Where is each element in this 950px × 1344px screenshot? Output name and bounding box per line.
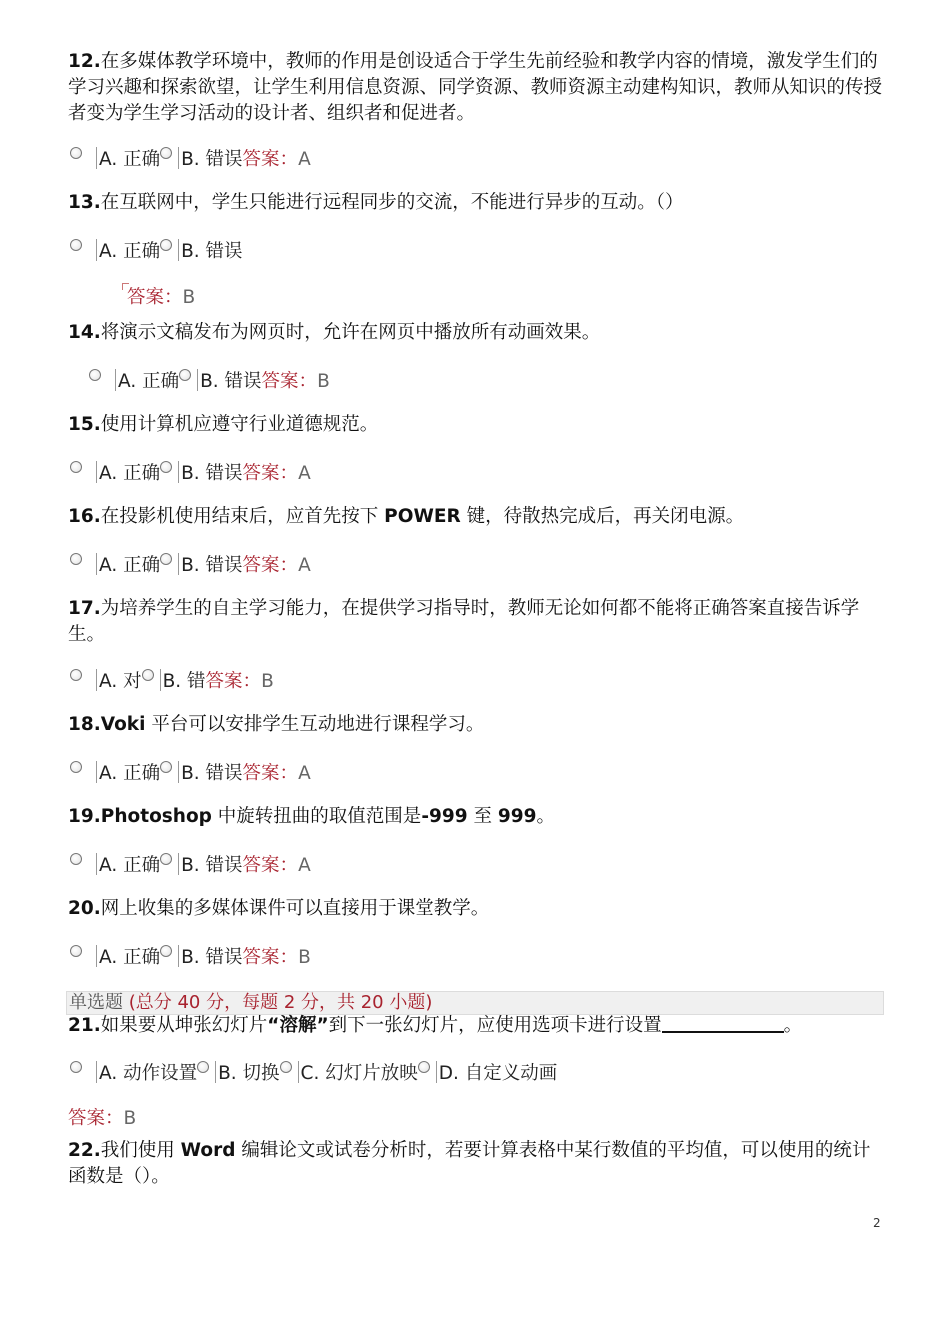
option-a-label: A. 动作设置 [99,1063,198,1084]
radio-b[interactable] [160,239,172,251]
option-b-label: B. 错误 [181,855,243,876]
answer-label: 答案： [205,671,262,692]
question-number: 16. [68,506,101,527]
option-b-label: B. 错误 [181,463,243,484]
radio-b[interactable] [160,853,172,865]
question-text: 将演示文稿发布为网页时，允许在网页中播放所有动画效果。 [100,322,601,343]
keyword: Word [180,1140,236,1161]
radio-b[interactable] [142,669,154,681]
radio-d[interactable] [418,1061,430,1073]
question-20 [68,896,888,922]
option-d-label: D. 自定义动画 [438,1063,558,1084]
radio-a[interactable] [70,945,82,957]
answer-value: A [298,555,311,576]
question-text: 为培养学生的自主学习能力，在提供学习指导时，教师无论如何都不能将正确答案直接告诉学生。 [68,598,860,645]
options-13 [70,238,243,266]
radio-a[interactable] [70,239,82,251]
option-b-label: B. 错 [162,671,206,692]
question-text: 如果要从坤张幻灯片 [100,1015,268,1036]
option-a-label: A. 正确 [99,763,161,784]
answer-value: A [298,463,311,484]
option-c-label: C. 幻灯片放映 [300,1063,418,1084]
question-18 [68,712,888,738]
option-a-label: A. 正确 [118,371,180,392]
answer-value: A [298,855,311,876]
answer-label: 答案： [242,149,299,170]
radio-c[interactable] [280,1061,292,1073]
radio-b[interactable] [160,945,172,957]
option-b-label: B. 错误 [181,241,243,262]
radio-a[interactable] [70,853,82,865]
answer-value: A [298,149,311,170]
option-a-label: A. 对 [99,671,142,692]
question-14 [68,320,888,346]
radio-a[interactable] [70,147,82,159]
option-a-label: A. 正确 [99,555,161,576]
answer-label: 答案： [127,287,183,308]
question-text: 到下一张幻灯片，应使用选项卡进行设置 [328,1015,662,1036]
question-15 [68,412,888,438]
question-number: 21. [68,1015,101,1036]
keyword: Voki [100,714,146,735]
radio-b[interactable] [160,461,172,473]
question-16 [68,504,888,530]
radio-a[interactable] [70,553,82,565]
options-19 [70,852,311,880]
radio-b[interactable] [160,147,172,159]
keyword: Photoshop [100,806,212,827]
option-a-label: A. 正确 [99,463,161,484]
radio-b[interactable] [160,761,172,773]
radio-a[interactable] [70,461,82,473]
options-18 [70,760,311,788]
question-text: 键，待散热完成后，再关闭电源。 [460,506,745,527]
radio-a[interactable] [89,369,101,381]
answer-label: 答案： [242,855,299,876]
option-b-label: B. 错误 [181,555,243,576]
options-20 [70,944,311,972]
option-b-label: B. 错误 [181,763,243,784]
question-text: 在投影机使用结束后，应首先按下 [100,506,385,527]
question-text: 中旋转扭曲的取值范围是 [211,806,422,827]
radio-b[interactable] [179,369,191,381]
question-number: 17. [68,598,101,619]
question-number: 15. [68,414,101,435]
options-17 [70,668,274,696]
section-name: 单选题 [69,992,123,1013]
keyword: POWER [384,506,461,527]
question-number: 19. [68,806,101,827]
question-22 [68,1138,888,1190]
question-21 [68,1013,888,1039]
question-12 [68,49,888,127]
option-b-label: B. 错误 [181,947,243,968]
question-text: 网上收集的多媒体课件可以直接用于课堂教学。 [100,898,490,919]
answer-label: 答案： [242,763,299,784]
options-14 [89,368,330,396]
answer-line-21 [68,1106,136,1132]
question-number: 14. [68,322,101,343]
options-21 [70,1060,557,1088]
question-19 [68,804,888,830]
radio-b[interactable] [197,1061,209,1073]
question-17 [68,596,888,648]
question-text: 至 [467,806,498,827]
answer-value: B [123,1108,137,1129]
option-a-label: A. 正确 [99,855,161,876]
answer-line-13 [127,285,195,311]
keyword: “溶解” [267,1015,329,1036]
keyword: -999 [421,806,468,827]
options-16 [70,552,311,580]
page-number: 2 [873,1216,881,1230]
section-info: (总分 40 分，每题 2 分，共 20 小题) [128,992,433,1013]
answer-value: B [298,947,311,968]
keyword: 999 [497,806,537,827]
options-15 [70,460,311,488]
question-text: 在多媒体教学环境中，教师的作用是创设适合于学生先前经验和教学内容的情境，激发学生们的学习兴趣和探索欲望，让学生利用信息资源、同学资源、教师资源主动建构知识，教师从知识的传授者变为学生学习活动的设计者、组织者和促进者。 [68,51,883,124]
answer-value: B [317,371,330,392]
option-b-label: B. 切换 [218,1063,280,1084]
option-b-label: B. 错误 [181,149,243,170]
answer-label: 答案： [242,555,299,576]
question-text: 平台可以安排学生互动地进行课程学习。 [145,714,485,735]
question-number: 22. [68,1140,101,1161]
radio-a[interactable] [70,669,82,681]
question-13 [68,190,888,216]
option-a-label: A. 正确 [99,241,161,262]
answer-label: 答案： [261,371,318,392]
radio-b[interactable] [160,553,172,565]
option-a-label: A. 正确 [99,947,161,968]
answer-value: A [298,763,311,784]
radio-a[interactable] [70,1061,82,1073]
answer-value: B [182,287,196,308]
question-number: 12. [68,51,101,72]
question-text: 。 [783,1015,803,1036]
fill-blank [662,1013,784,1033]
answer-value: B [261,671,274,692]
question-text: 我们使用 [100,1140,181,1161]
option-b-label: B. 错误 [200,371,262,392]
question-text: 。 [536,806,556,827]
question-number: 13. [68,192,101,213]
question-number: 20. [68,898,101,919]
section-header-single-choice [66,991,884,1015]
radio-a[interactable] [70,761,82,773]
answer-label: 答案： [242,463,299,484]
question-number: 18. [68,714,101,735]
answer-label: 答案： [242,947,299,968]
question-text: 在互联网中，学生只能进行远程同步的交流，不能进行异步的互动。（） [100,192,684,213]
answer-label: 答案： [68,1108,124,1129]
option-a-label: A. 正确 [99,149,161,170]
question-text: 使用计算机应遵守行业道德规范。 [100,414,379,435]
options-12 [70,146,311,174]
question-text: 编辑论文或试卷分析时，若要计算表格中某行数值的平均值，可以使用的统计函数是（）。 [68,1140,871,1187]
